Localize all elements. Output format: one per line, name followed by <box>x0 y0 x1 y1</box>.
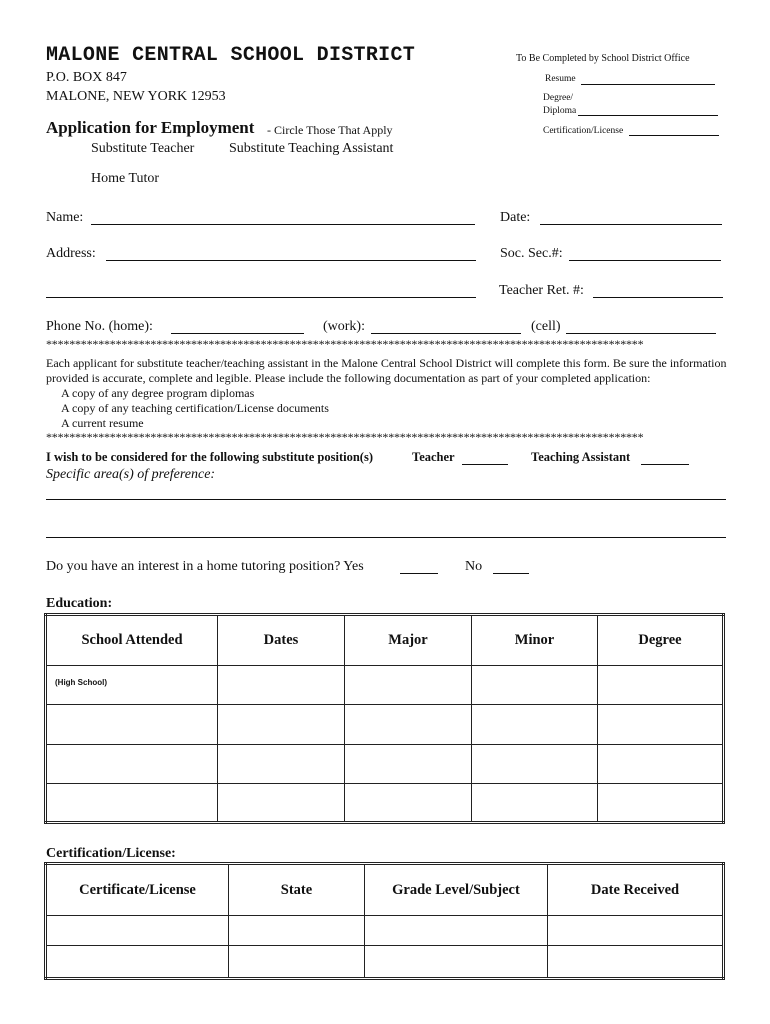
phone-work-field[interactable] <box>371 333 521 334</box>
office-title: To Be Completed by School District Office <box>516 53 690 64</box>
phone-cell-label: (cell) <box>531 319 561 334</box>
cert-header-certificate: Certificate/License <box>46 864 229 916</box>
table-row <box>46 916 724 946</box>
education-cell[interactable] <box>345 784 472 823</box>
ssn-label: Soc. Sec.#: <box>500 246 563 261</box>
ssn-field[interactable] <box>569 260 721 261</box>
district-title: MALONE CENTRAL SCHOOL DISTRICT <box>46 44 416 67</box>
preference-field-line-2[interactable] <box>46 537 726 538</box>
teacher-ret-field[interactable] <box>593 297 723 298</box>
address-field[interactable] <box>106 260 476 261</box>
office-resume-label: Resume <box>545 74 576 84</box>
position-wish-text: I wish to be considered for the following substitute position(s) <box>46 450 373 464</box>
phone-home-field[interactable] <box>171 333 304 334</box>
required-doc-2: A copy of any teaching certification/License documents <box>61 401 329 415</box>
option-substitute-teacher[interactable]: Substitute Teacher <box>91 141 195 156</box>
table-row <box>46 666 724 705</box>
education-header-major: Major <box>345 615 472 666</box>
required-doc-1: A copy of any degree program diplomas <box>61 386 255 400</box>
date-field[interactable] <box>540 224 722 225</box>
education-cell[interactable] <box>345 666 472 705</box>
instructions-paragraph: Each applicant for substitute teacher/teaching assistant in the Malone Central School District will complete this form. Be sure the information provided is accurate, complete and legible. Please include the following documentation as part of your completed application: <box>46 356 727 385</box>
phone-cell-field[interactable] <box>566 333 716 334</box>
office-degree-label: Degree/ <box>543 93 574 103</box>
cert-header-state: State <box>229 864 365 916</box>
cert-cell[interactable] <box>365 916 548 946</box>
preference-label: Specific area(s) of preference: <box>46 467 216 482</box>
cert-cell[interactable] <box>46 916 229 946</box>
office-cert-line[interactable] <box>629 135 719 136</box>
table-row <box>46 946 724 979</box>
education-cell[interactable] <box>472 705 598 745</box>
option-substitute-teaching-assistant[interactable]: Substitute Teaching Assistant <box>229 141 394 156</box>
teacher-ret-label: Teacher Ret. #: <box>499 283 584 298</box>
education-table <box>44 613 725 824</box>
cert-cell[interactable] <box>548 916 724 946</box>
office-diploma-label: Diploma <box>543 106 577 116</box>
table-row <box>46 784 724 823</box>
education-cell[interactable] <box>46 784 218 823</box>
education-cell[interactable] <box>46 666 218 705</box>
education-cell[interactable] <box>46 705 218 745</box>
phone-home-label: Phone No. (home): <box>46 319 153 334</box>
education-cell[interactable] <box>218 745 345 784</box>
education-cell[interactable] <box>472 666 598 705</box>
education-cell[interactable] <box>598 784 724 823</box>
table-row <box>46 745 724 784</box>
application-instruction: - Circle Those That Apply <box>267 123 393 137</box>
certification-table <box>44 862 725 980</box>
application-title: Application for Employment <box>46 118 255 137</box>
cert-cell[interactable] <box>365 946 548 979</box>
phone-work-label: (work): <box>323 319 365 334</box>
position-assistant-field[interactable] <box>641 464 689 465</box>
office-resume-line[interactable] <box>581 84 715 85</box>
education-cell[interactable] <box>472 745 598 784</box>
education-cell[interactable] <box>218 784 345 823</box>
address-line-1: P.O. BOX 847 <box>46 70 127 85</box>
education-cell[interactable] <box>472 784 598 823</box>
education-label: Education: <box>46 596 113 611</box>
position-teacher-label: Teacher <box>412 450 455 464</box>
tutoring-no-label: No <box>465 559 483 574</box>
address-line-2: MALONE, NEW YORK 12953 <box>46 89 226 104</box>
education-cell[interactable] <box>46 745 218 784</box>
address-label: Address: <box>46 246 96 261</box>
education-header-degree: Degree <box>598 615 724 666</box>
cert-cell[interactable] <box>229 946 365 979</box>
education-cell[interactable] <box>598 705 724 745</box>
education-header-school: School Attended <box>46 615 218 666</box>
certification-label: Certification/License: <box>46 846 176 861</box>
cert-cell[interactable] <box>548 946 724 979</box>
education-cell[interactable] <box>598 745 724 784</box>
tutoring-question: Do you have an interest in a home tutoring position? Yes <box>46 559 364 574</box>
education-cell[interactable] <box>598 666 724 705</box>
education-cell[interactable] <box>218 666 345 705</box>
education-header-dates: Dates <box>218 615 345 666</box>
position-assistant-label: Teaching Assistant <box>531 450 631 464</box>
date-label: Date: <box>500 210 531 225</box>
cert-header-grade: Grade Level/Subject <box>365 864 548 916</box>
cert-header-date: Date Received <box>548 864 724 916</box>
high-school-label: (High School) <box>55 678 107 687</box>
cert-cell[interactable] <box>229 916 365 946</box>
cert-cell[interactable] <box>46 946 229 979</box>
education-cell[interactable] <box>218 705 345 745</box>
education-header-minor: Minor <box>472 615 598 666</box>
tutoring-no-field[interactable] <box>493 573 529 574</box>
office-cert-label: Certification/License <box>543 126 624 136</box>
education-cell[interactable] <box>345 745 472 784</box>
education-cell[interactable] <box>345 705 472 745</box>
required-doc-3: A current resume <box>61 416 144 430</box>
office-degree-line[interactable] <box>578 115 718 116</box>
tutoring-yes-field[interactable] <box>400 573 438 574</box>
star-divider-top: ******************************************************************************************************* <box>46 337 644 351</box>
table-row <box>46 705 724 745</box>
name-label: Name: <box>46 210 84 225</box>
address-field-line-2[interactable] <box>46 297 476 298</box>
position-teacher-field[interactable] <box>462 464 508 465</box>
option-home-tutor[interactable]: Home Tutor <box>91 171 160 186</box>
preference-field-line-1[interactable] <box>46 499 726 500</box>
name-field[interactable] <box>91 224 475 225</box>
star-divider-bottom: ******************************************************************************************************* <box>46 430 644 444</box>
